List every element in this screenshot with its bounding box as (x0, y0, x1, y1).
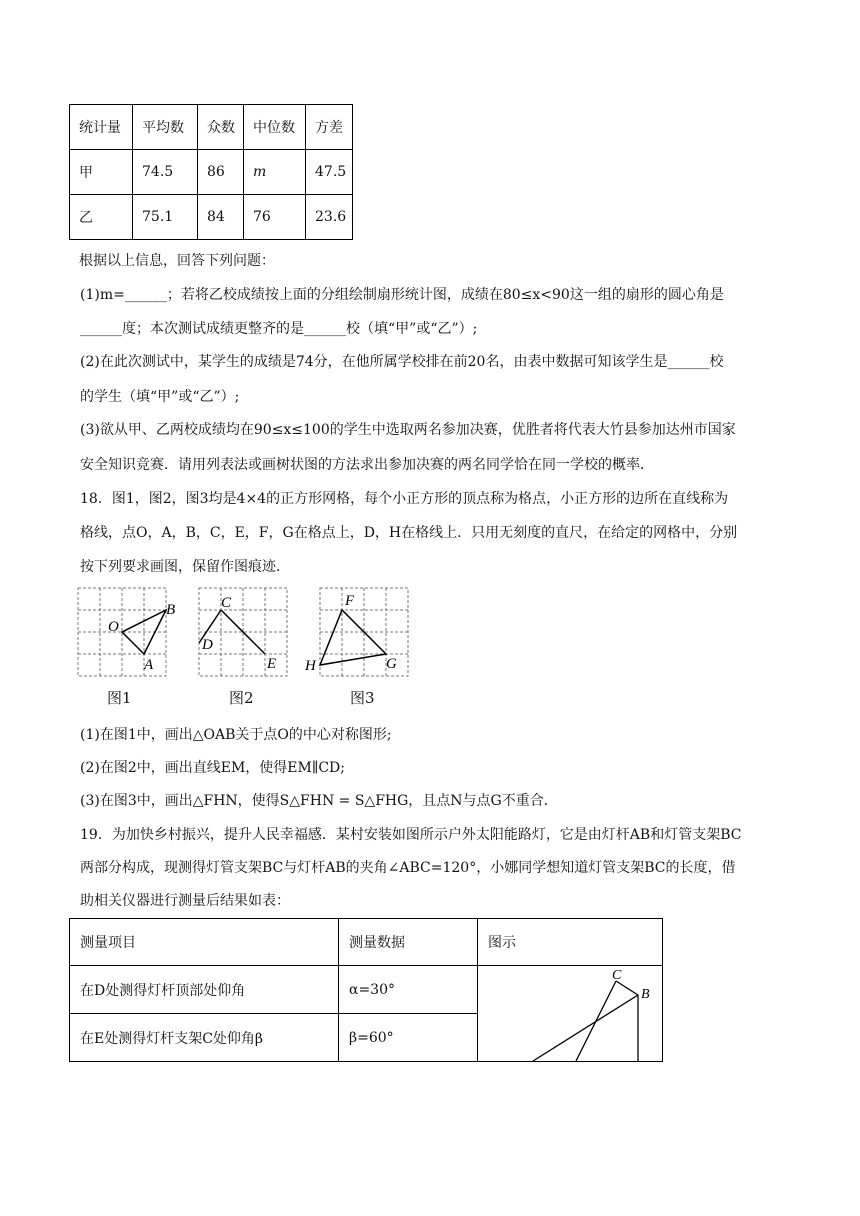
header-cell: 平均数 (133, 105, 198, 150)
table-row (70, 150, 353, 195)
label-C: C (612, 967, 622, 983)
label-G: G (386, 656, 397, 672)
header-cell: 测量数据 (339, 919, 478, 966)
q19-line-2: 两部分构成，现测得灯管支架BC与灯杆AB的夹角∠ABC=120°，小娜同学想知道灯管支架BC的长度，借 (80, 860, 736, 876)
table-cell: 在E处测得灯杆支架C处仰角β (70, 1014, 339, 1062)
header-cell: 方差 (306, 105, 353, 150)
question-1-line-1: (1)m=______；若将乙校成绩按上面的分组绘制扇形统计图，成绩在80≤x<90这一组的扇形的圆心角是 (80, 287, 724, 303)
question-1-line-2: ______度；本次测试成绩更整齐的是______校（填“甲”或“乙”）; (80, 321, 478, 337)
table-cell: 在D处测得灯杆顶部处仰角 (70, 966, 339, 1014)
question-2-line-2: 的学生（填“甲”或“乙”）; (80, 389, 240, 405)
table-cell: β=60° (339, 1014, 478, 1062)
q18-line-3: 按下列要求画图，保留作图痕迹． (80, 559, 290, 575)
figure-1-caption: 图1 (107, 689, 132, 707)
table-header-row (70, 919, 663, 966)
figure-2-grid (197, 586, 293, 678)
intro-paragraph: 根据以上信息，回答下列问题： (79, 253, 275, 269)
header-cell: 统计量 (70, 105, 133, 150)
statistics-table (69, 104, 353, 240)
label-B: B (641, 986, 650, 1002)
figure-3-caption: 图3 (350, 689, 375, 707)
q18-line-1: 18．图1，图2，图3均是4×4的正方形网格，每个小正方形的顶点称为格点，小正方形的边所在直线称为 (80, 491, 729, 507)
q18-line-2: 格线，点O，A，B，C，E，F，G在格点上，D，H在格线上．只用无刻度的直尺，在给定的网格中，分别 (80, 525, 738, 541)
table-cell: 23.6 (306, 195, 353, 240)
diagram-cell (478, 966, 663, 1062)
table-cell: 47.5 (306, 150, 353, 195)
q18-sub-1: (1)在图1中，画出△OAB关于点O的中心对称图形; (80, 727, 392, 743)
table-cell: α=30° (339, 966, 478, 1014)
q19-line-1: 19．为加快乡村振兴，提升人民幸福感．某村安装如图所示户外太阳能路灯，它是由灯杆AB和灯管支架BC (80, 827, 742, 843)
label-A: A (144, 657, 154, 673)
figure-3-grid (304, 586, 414, 680)
table-cell: 75.1 (133, 195, 198, 240)
label-D: D (202, 637, 213, 653)
measurement-table (69, 918, 663, 1062)
q19-line-3: 助相关仪器进行测量后结果如表： (80, 893, 290, 909)
header-cell: 中位数 (244, 105, 306, 150)
question-2-line-1: (2)在此次测试中，某学生的成绩是74分，在他所属学校排在前20名，由表中数据可知该学生是______校 (80, 354, 724, 370)
table-cell: m (244, 150, 306, 195)
street-light-diagram (478, 967, 660, 1061)
header-cell: 测量项目 (70, 919, 339, 966)
label-E: E (267, 656, 277, 672)
label-F: F (345, 593, 355, 609)
header-cell: 图示 (478, 919, 663, 966)
table-cell: 74.5 (133, 150, 198, 195)
label-H: H (305, 658, 316, 674)
q18-sub-3: (3)在图3中，画出△FHN，使得S△FHN = S△FHG，且点N与点G不重合． (80, 793, 558, 809)
header-cell: 众数 (198, 105, 244, 150)
table-header-row (70, 105, 353, 150)
label-B: B (166, 602, 176, 618)
label-O: O (108, 619, 119, 635)
figure-1-grid (76, 586, 176, 678)
figure-2-caption: 图2 (229, 689, 254, 707)
q18-sub-2: (2)在图2中，画出直线EM，使得EM∥CD; (80, 760, 345, 776)
table-row (70, 195, 353, 240)
table-cell: 乙 (70, 195, 133, 240)
label-C: C (221, 595, 232, 611)
table-cell: 76 (244, 195, 306, 240)
table-cell: 甲 (70, 150, 133, 195)
question-3-line-2: 安全知识竞赛．请用列表法或画树状图的方法求出参加决赛的两名同学恰在同一学校的概率． (80, 457, 654, 473)
table-cell: 84 (198, 195, 244, 240)
question-3-line-1: (3)欲从甲、乙两校成绩均在90≤x≤100的学生中选取两名参加决赛，优胜者将代表大竹县参加达州市国家 (80, 422, 736, 438)
table-cell: 86 (198, 150, 244, 195)
table-row (70, 966, 663, 1014)
